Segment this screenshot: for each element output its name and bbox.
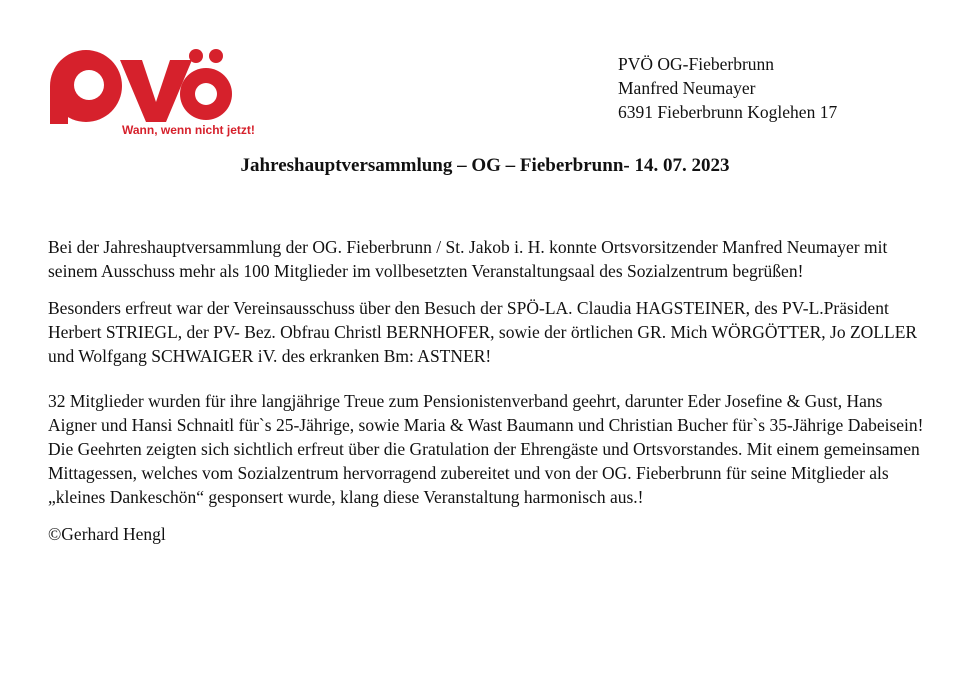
photo-credit: ©Gerhard Hengl: [48, 524, 166, 544]
title-date: - 14. 07. 2023: [623, 155, 730, 176]
address-line-organization: PVÖ OG-Fieberbrunn: [618, 54, 775, 74]
article-body: [48, 235, 928, 546]
document-title: [0, 155, 970, 177]
paragraph-honors: 32 Mitglieder wurden für ihre langjährige Treue zum Pensionistenverband geehrt, darunter Eder Josefine & Gust, Hans Aigner und Hansi Schnaitl für`s 25-Jährige, sowie Maria & Wast Baumann und Christian Bucher für`s 35-Jährige Dabeisein! Die Geehrten zeigten sich sichtlich erfreut über die Gratulation der Ehrengäste und Ortsvorstandes. Mit einem gemeinsamen Mittagessen, welches vom Sozialzentrum hervorragend zubereitet und von der OG. Fieberbrunn für seine Mitglieder als „kleines Dankeschön“ gesponsert wurde, klang diese Veranstaltung harmonisch aus.!: [48, 391, 924, 507]
address-line-street: 6391 Fieberbrunn Koglehen 17: [618, 102, 838, 122]
pvo-logo: [46, 46, 276, 146]
address-line-name: Manfred Neumayer: [618, 78, 756, 98]
paragraph-intro: Bei der Jahreshauptversammlung der OG. Fieberbrunn / St. Jakob i. H. konnte Ortsvorsitzender Manfred Neumayer mit seinem Ausschuss mehr als 100 Mitglieder im vollbesetzten Veranstaltungsaal des Sozialzentrum begrüßen!: [48, 237, 888, 281]
sender-address: [618, 52, 837, 124]
title-main: Jahreshauptversammlung – OG – Fieberbrunn: [240, 155, 624, 176]
paragraph-guests: Besonders erfreut war der Vereinsausschuss über den Besuch der SPÖ-LA. Claudia HAGSTEINER, des PV-L.Präsident Herbert STRIEGL, der PV- Bez. Obfrau Christl BERNHOFER, sowie der örtlichen GR. Mich WÖRGÖTTER, Jo ZOLLER und Wolfgang SCHWAIGER iV. des erkranken Bm: ASTNER!: [48, 298, 918, 366]
pvo-slogan: Wann, wenn nicht jetzt!: [122, 123, 255, 137]
pvo-logo-graphic: [46, 46, 236, 126]
